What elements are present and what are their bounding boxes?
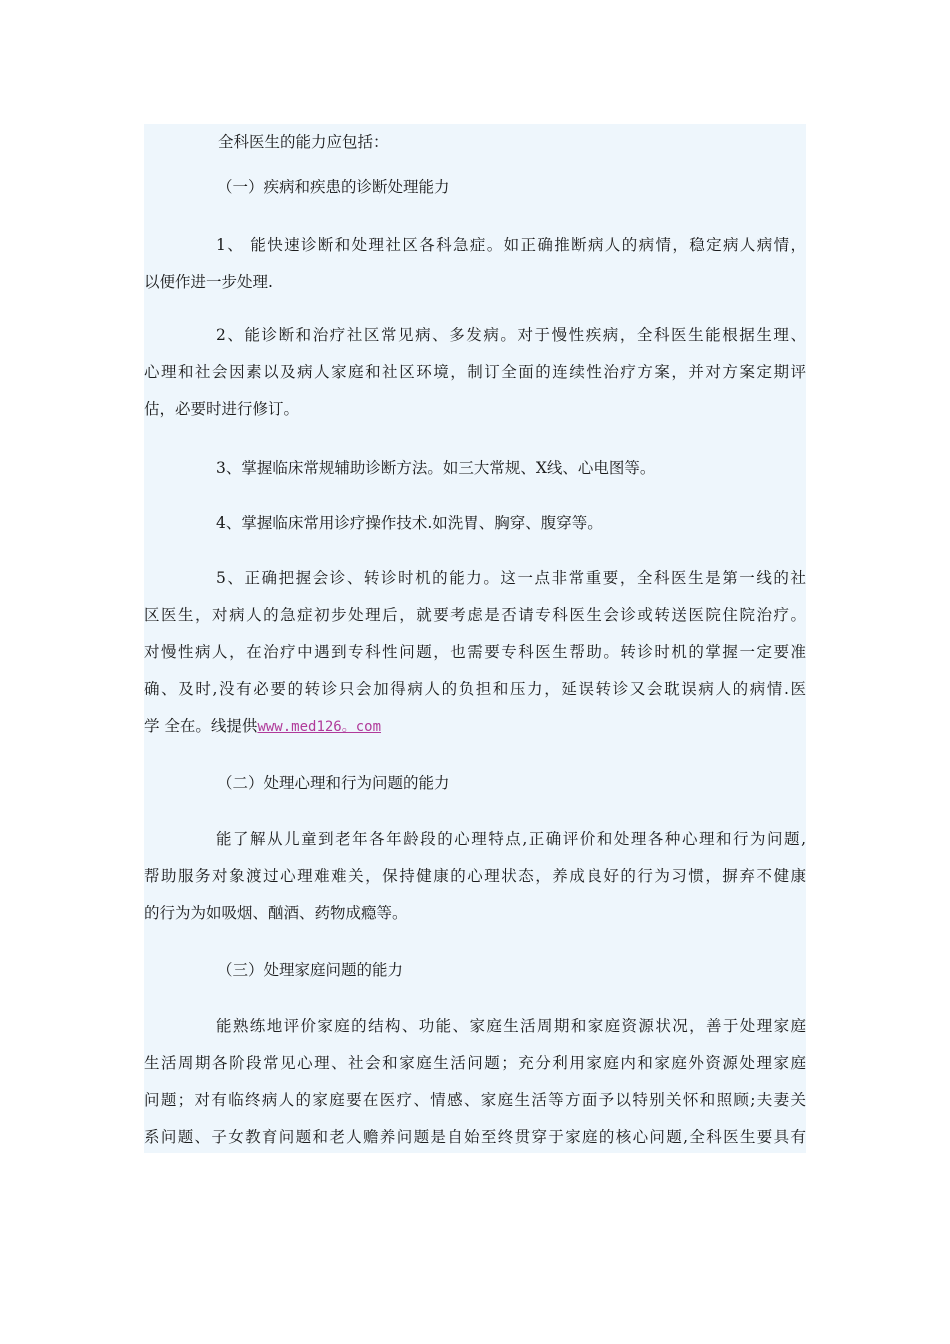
item2-line: 心理和社会因素以及病人家庭和社区环境，制订全面的连续性治疗方案，并对方案定期评 bbox=[144, 363, 806, 381]
section2-heading: （二）处理心理和行为问题的能力 bbox=[217, 774, 450, 792]
section3-line: 能熟练地评价家庭的结构、功能、家庭生活周期和家庭资源状况，善于处理家庭 bbox=[216, 1017, 806, 1035]
section3-paragraph bbox=[144, 1008, 806, 1156]
section1-heading: （一）疾病和疾患的诊断处理能力 bbox=[217, 178, 450, 196]
section2-heading-block bbox=[144, 765, 806, 802]
item5-line: 对慢性病人，在治疗中遇到专科性问题，也需要专科医生帮助。转诊时机的掌握一定要准 bbox=[144, 643, 806, 661]
item2-paragraph bbox=[144, 317, 806, 428]
content-area bbox=[144, 124, 806, 1153]
section1-heading-block bbox=[144, 169, 806, 206]
intro-paragraph bbox=[144, 124, 806, 161]
item5-last-prefix: 学 全在。线提供 bbox=[144, 717, 258, 735]
intro-text: 全科医生的能力应包括： bbox=[218, 133, 389, 151]
item5-line: 区医生，对病人的急症初步处理后，就要考虑是否请专科医生会诊或转送医院住院治疗。 bbox=[144, 606, 806, 624]
item1-line: 1、 能快速诊断和处理社区各科急症。如正确推断病人的病情，稳定病人病情， bbox=[216, 236, 806, 254]
item1-paragraph bbox=[144, 227, 806, 301]
item2-line: 估，必要时进行修订。 bbox=[144, 400, 300, 418]
item3-paragraph bbox=[144, 450, 806, 487]
item3-line: 3、掌握临床常规辅助诊断方法。如三大常规、X线、心电图等。 bbox=[216, 459, 656, 477]
section2-line: 的行为为如吸烟、酗酒、药物成瘾等。 bbox=[144, 904, 408, 922]
section2-line: 能了解从儿童到老年各年龄段的心理特点,正确评价和处理各种心理和行为问题, bbox=[216, 830, 806, 848]
item2-line: 2、能诊断和治疗社区常见病、多发病。对于慢性疾病，全科医生能根据生理、 bbox=[216, 326, 806, 344]
section3-line: 系问题、子女教育问题和老人赡养问题是自始至终贯穿于家庭的核心问题,全科医生要具有 bbox=[144, 1128, 806, 1146]
section3-line: 生活周期各阶段常见心理、社会和家庭生活问题；充分利用家庭内和家庭外资源处理家庭 bbox=[144, 1054, 806, 1072]
item5-last-line bbox=[144, 708, 806, 745]
item5-line: 5、正确把握会诊、转诊时机的能力。这一点非常重要，全科医生是第一线的社 bbox=[216, 569, 806, 587]
item5-paragraph bbox=[144, 560, 806, 745]
item4-paragraph bbox=[144, 505, 806, 542]
section2-paragraph bbox=[144, 821, 806, 932]
section3-heading-block bbox=[144, 952, 806, 989]
med126-link[interactable]: www.med126。com bbox=[257, 719, 382, 735]
section3-line: 问题；对有临终病人的家庭要在医疗、情感、家庭生活等方面予以特别关怀和照顾;夫妻关 bbox=[144, 1091, 806, 1109]
item4-line: 4、掌握临床常用诊疗操作技术.如洗胃、胸穿、腹穿等。 bbox=[216, 514, 603, 532]
section3-heading: （三）处理家庭问题的能力 bbox=[217, 961, 404, 979]
item1-line: 以便作进一步处理. bbox=[144, 273, 273, 291]
section2-line: 帮助服务对象渡过心理难难关，保持健康的心理状态，养成良好的行为习惯，摒弃不健康 bbox=[144, 867, 806, 885]
item5-line: 确、及时,没有必要的转诊只会加得病人的负担和压力，延误转诊又会耽误病人的病情.医 bbox=[144, 680, 806, 698]
